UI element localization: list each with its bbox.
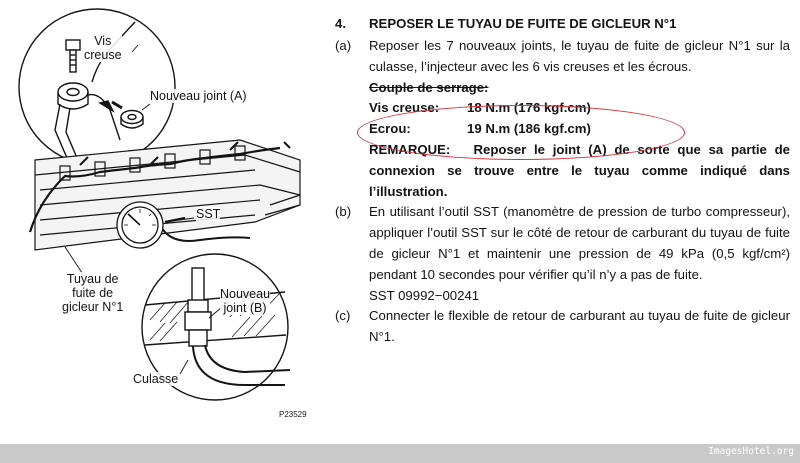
step-b-letter: (b) xyxy=(335,204,352,220)
label-nouveau-joint-a: Nouveau joint (A) xyxy=(150,89,247,103)
step-c xyxy=(335,306,790,348)
section-number: 4. xyxy=(335,16,346,31)
new-joint-a-part xyxy=(121,111,143,124)
step-a-text: Reposer les 7 nouveaux joints, le tuyau de fuite de gicleur N°1 sur la culasse, l’injecteur avec les 6 vis creuses et les écrous. xyxy=(369,38,790,74)
footer-bar xyxy=(0,444,800,463)
sst-reference: SST 09992−00241 xyxy=(369,287,480,303)
highlight-oval xyxy=(357,105,685,160)
step-b xyxy=(335,202,790,285)
section-heading xyxy=(335,14,790,36)
label-tuyau-de-fuite: Tuyau de fuite de gicleur N°1 xyxy=(62,272,124,314)
label-vis-creuse: Vis creuse xyxy=(84,34,122,62)
step-c-text: Connecter le flexible de retour de carburant au tuyau de fuite de gicleur N°1. xyxy=(369,308,790,345)
instructions-column xyxy=(335,14,790,348)
remark-label: REMARQUE: xyxy=(369,141,451,157)
torque-heading: Couple de serrage: xyxy=(369,79,489,95)
torque-key-ecrou: Ecrou: xyxy=(369,121,411,137)
label-nouveau-joint-b: Nouveau joint (B) xyxy=(220,287,271,315)
torque-value-ecrou: 19 N.m (186 kgf.cm) xyxy=(467,121,591,137)
step-c-letter: (c) xyxy=(335,308,351,324)
step-a-letter: (a) xyxy=(335,38,352,53)
label-culasse: Culasse xyxy=(133,372,179,386)
step-a xyxy=(335,36,790,78)
step-b-text: En utilisant l’outil SST (manomètre de pression de turbo compresseur), appliquer l’outil SST sur le côté de retour de carburant du tuyau de fuite de gicleur N°1 et maintenir une pression de 49 kPa (0,5 kgf/cm²) pendant 10 secondes pour vérifier qu’il n’y a pas de fuite. xyxy=(369,204,790,282)
watermark: ImagesHotel.org xyxy=(708,446,794,457)
remark-text: Reposer le joint (A) de sorte que sa partie de connexion se trouve entre le tuyau comme indiqué dans l’illustration. xyxy=(369,141,790,199)
torque-key-vis: Vis creuse: xyxy=(369,100,440,116)
hollow-bolt-head xyxy=(66,40,80,50)
detail-circle-top xyxy=(19,9,175,165)
section-title: REPOSER LE TUYAU DE FUITE DE GICLEUR N°1 xyxy=(369,16,677,31)
figure-id: P23529 xyxy=(279,410,307,419)
torque-value-vis: 18 N.m (176 kgf.cm) xyxy=(467,100,591,116)
label-sst: SST xyxy=(196,207,221,221)
technical-illustration xyxy=(0,0,320,440)
